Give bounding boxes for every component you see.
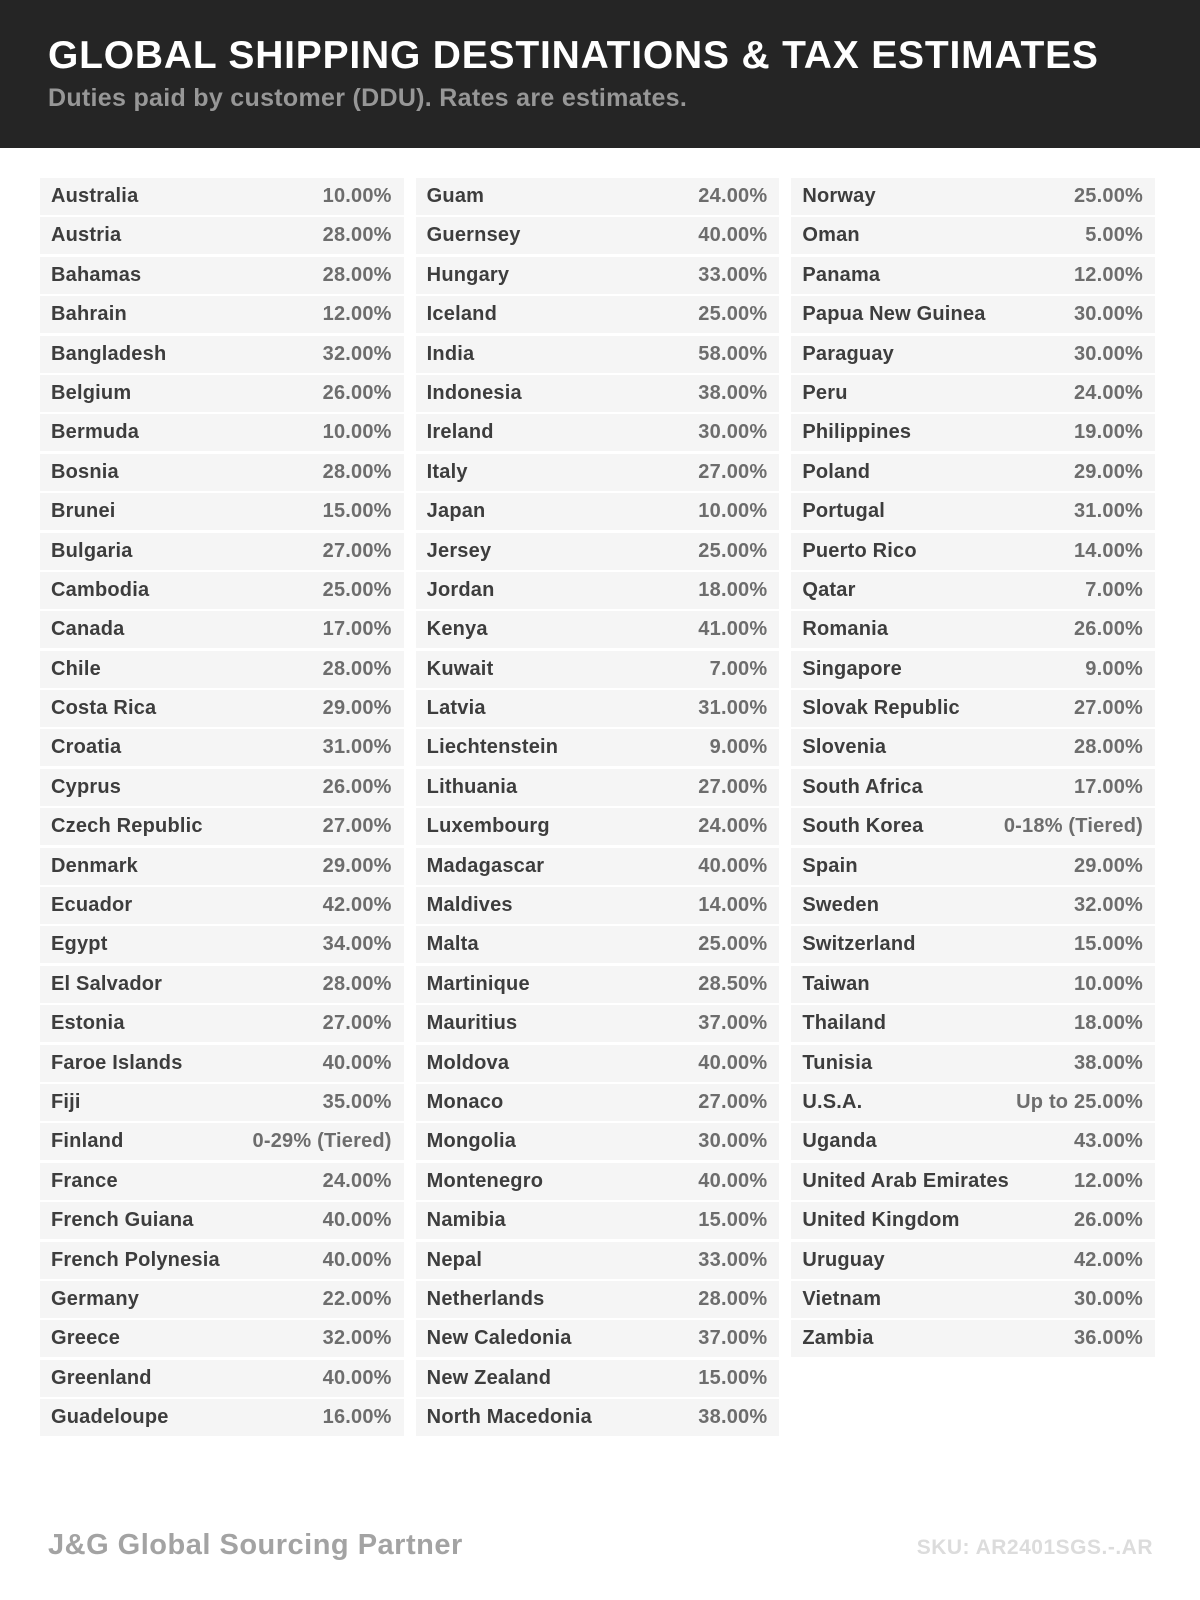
table-row bbox=[791, 1242, 1155, 1279]
sku-text: SKU: AR2401SGS.-.AR bbox=[916, 1536, 1153, 1559]
table-row bbox=[416, 651, 780, 688]
table-row bbox=[416, 217, 780, 254]
country-label: Zambia bbox=[802, 1327, 874, 1350]
country-label: Canada bbox=[51, 618, 125, 641]
rate-value: 22.00% bbox=[322, 1287, 392, 1310]
country-label: Jordan bbox=[426, 578, 495, 601]
table-row bbox=[791, 1281, 1155, 1318]
table-row bbox=[791, 690, 1155, 727]
country-label: Denmark bbox=[51, 854, 138, 877]
rate-value: 10.00% bbox=[698, 500, 768, 523]
table-row bbox=[416, 336, 780, 373]
rate-value: 43.00% bbox=[1073, 1130, 1144, 1153]
table-row bbox=[40, 611, 404, 648]
rate-value: 40.00% bbox=[698, 224, 768, 247]
table-row bbox=[40, 848, 404, 885]
table-row bbox=[791, 493, 1155, 530]
country-label: Bosnia bbox=[51, 460, 119, 483]
table-row bbox=[416, 375, 780, 412]
rate-value: 7.00% bbox=[709, 657, 768, 680]
table-row bbox=[416, 966, 780, 1003]
country-label: Faroe Islands bbox=[51, 1051, 183, 1074]
country-label: Switzerland bbox=[802, 933, 916, 956]
rate-value: 28.00% bbox=[1073, 736, 1144, 759]
rate-value: 40.00% bbox=[698, 1169, 768, 1192]
rate-value: 24.00% bbox=[698, 185, 768, 207]
country-label: Qatar bbox=[802, 578, 856, 601]
table-row bbox=[416, 1399, 780, 1436]
table-row bbox=[40, 1163, 404, 1200]
country-label: United Arab Emirates bbox=[802, 1169, 1009, 1192]
rate-value: 32.00% bbox=[322, 342, 392, 365]
country-label: Lithuania bbox=[426, 775, 518, 798]
country-label: Papua New Guinea bbox=[802, 303, 986, 326]
rate-value: 25.00% bbox=[698, 539, 768, 562]
country-label: Sweden bbox=[802, 894, 880, 917]
country-label: Kenya bbox=[426, 618, 488, 641]
table-row bbox=[40, 296, 404, 333]
country-label: Oman bbox=[802, 224, 860, 247]
rate-value: 18.00% bbox=[1073, 1012, 1144, 1035]
table-row bbox=[416, 1005, 780, 1042]
country-label: Tunisia bbox=[802, 1051, 873, 1074]
table-row bbox=[791, 375, 1155, 412]
table-row bbox=[791, 887, 1155, 924]
country-label: Jersey bbox=[426, 539, 492, 562]
rate-value: 32.00% bbox=[322, 1327, 392, 1350]
country-label: Guernsey bbox=[426, 224, 521, 247]
table-row bbox=[791, 808, 1155, 845]
rate-value: 10.00% bbox=[322, 185, 392, 207]
table-row bbox=[40, 257, 404, 294]
rate-value: 42.00% bbox=[322, 894, 392, 917]
rate-value: 15.00% bbox=[698, 1209, 768, 1232]
country-label: Mauritius bbox=[426, 1012, 518, 1035]
rate-value: 30.00% bbox=[1073, 303, 1144, 326]
country-label: Peru bbox=[802, 381, 848, 404]
table-row bbox=[416, 178, 780, 215]
country-label: France bbox=[51, 1169, 118, 1192]
table-row bbox=[416, 1084, 780, 1121]
table-row bbox=[791, 454, 1155, 491]
rate-value: 38.00% bbox=[698, 381, 768, 404]
country-label: Spain bbox=[802, 854, 858, 877]
rate-value: 26.00% bbox=[322, 775, 392, 798]
rate-value: 9.00% bbox=[709, 736, 768, 759]
rate-value: 15.00% bbox=[698, 1366, 768, 1389]
country-label: Philippines bbox=[802, 421, 912, 444]
rate-value: 40.00% bbox=[322, 1209, 392, 1232]
table-row bbox=[40, 1005, 404, 1042]
table-row bbox=[791, 336, 1155, 373]
country-label: Puerto Rico bbox=[802, 539, 917, 562]
table-row bbox=[791, 533, 1155, 570]
rate-value: 40.00% bbox=[698, 854, 768, 877]
rate-value: 27.00% bbox=[322, 539, 392, 562]
country-label: Guam bbox=[426, 185, 485, 207]
country-label: Slovak Republic bbox=[802, 697, 960, 720]
country-label: Uganda bbox=[802, 1130, 877, 1153]
rate-value: 14.00% bbox=[698, 894, 768, 917]
country-label: Czech Republic bbox=[51, 815, 203, 838]
table-row bbox=[416, 1360, 780, 1397]
country-label: Uruguay bbox=[802, 1248, 885, 1271]
brand-text: J&G Global Sourcing Partner bbox=[48, 1529, 463, 1561]
table-row bbox=[40, 690, 404, 727]
table-row bbox=[416, 533, 780, 570]
country-label: Netherlands bbox=[426, 1287, 545, 1310]
rate-value: 12.00% bbox=[1073, 1169, 1144, 1192]
table-row bbox=[40, 178, 404, 215]
country-label: Guadeloupe bbox=[51, 1406, 169, 1429]
country-label: Nepal bbox=[426, 1248, 483, 1271]
country-label: Greenland bbox=[51, 1366, 152, 1389]
country-label: Poland bbox=[802, 460, 871, 483]
country-label: Japan bbox=[426, 500, 486, 523]
country-label: Egypt bbox=[51, 933, 108, 956]
country-label: Australia bbox=[51, 185, 139, 207]
country-label: Mongolia bbox=[426, 1130, 517, 1153]
table-row bbox=[791, 296, 1155, 333]
table-row bbox=[791, 1123, 1155, 1160]
table-row bbox=[40, 808, 404, 845]
country-label: Fiji bbox=[51, 1090, 81, 1113]
rate-value: 30.00% bbox=[1073, 342, 1144, 365]
table-row bbox=[40, 572, 404, 609]
rate-value: 12.00% bbox=[1073, 263, 1144, 286]
country-label: French Guiana bbox=[51, 1209, 194, 1232]
country-label: Belgium bbox=[51, 381, 132, 404]
rate-value: 40.00% bbox=[322, 1248, 392, 1271]
rate-value: 26.00% bbox=[1073, 618, 1144, 641]
country-label: Monaco bbox=[426, 1090, 504, 1113]
table-row bbox=[416, 1320, 780, 1357]
country-label: Bahrain bbox=[51, 303, 127, 326]
table-row bbox=[40, 1399, 404, 1436]
table-row bbox=[416, 296, 780, 333]
table-row bbox=[791, 1163, 1155, 1200]
country-label: Italy bbox=[426, 460, 468, 483]
country-label: Ecuador bbox=[51, 894, 133, 917]
rate-value: 28.00% bbox=[322, 460, 392, 483]
rate-value: 25.00% bbox=[322, 578, 392, 601]
country-label: United Kingdom bbox=[802, 1209, 960, 1232]
country-label: Iceland bbox=[426, 303, 497, 326]
rate-value: 19.00% bbox=[1073, 421, 1144, 444]
rate-value: 25.00% bbox=[698, 933, 768, 956]
table-row bbox=[416, 887, 780, 924]
rate-value: 28.00% bbox=[322, 263, 392, 286]
rate-value: 35.00% bbox=[322, 1090, 392, 1113]
country-label: Austria bbox=[51, 224, 122, 247]
rate-value: 25.00% bbox=[698, 303, 768, 326]
rate-value: 27.00% bbox=[1073, 697, 1144, 720]
country-label: Bulgaria bbox=[51, 539, 133, 562]
table-row bbox=[40, 1320, 404, 1357]
country-label: Vietnam bbox=[802, 1287, 882, 1310]
table-row bbox=[40, 926, 404, 963]
table-row bbox=[791, 611, 1155, 648]
rate-value: 27.00% bbox=[322, 815, 392, 838]
table-row bbox=[416, 414, 780, 451]
table-column-1 bbox=[40, 178, 404, 1439]
country-label: Costa Rica bbox=[51, 697, 157, 720]
table-row bbox=[416, 1242, 780, 1279]
rate-value: 0-29% (Tiered) bbox=[252, 1130, 392, 1153]
rate-value: 37.00% bbox=[698, 1327, 768, 1350]
table-row bbox=[791, 651, 1155, 688]
rate-value: 31.00% bbox=[1073, 500, 1144, 523]
rate-value: 36.00% bbox=[1073, 1327, 1144, 1350]
table-row bbox=[40, 493, 404, 530]
rate-value: Up to 25.00% bbox=[1016, 1090, 1144, 1113]
table-row bbox=[40, 651, 404, 688]
table-row bbox=[791, 729, 1155, 766]
table-row bbox=[40, 217, 404, 254]
country-label: Romania bbox=[802, 618, 889, 641]
table-column-3 bbox=[791, 178, 1155, 1439]
country-label: Singapore bbox=[802, 657, 902, 680]
country-label: El Salvador bbox=[51, 972, 163, 995]
table-row bbox=[40, 1123, 404, 1160]
table-row bbox=[416, 729, 780, 766]
rate-value: 7.00% bbox=[1085, 578, 1144, 601]
table-row bbox=[791, 848, 1155, 885]
country-label: India bbox=[426, 342, 475, 365]
country-label: Hungary bbox=[426, 263, 510, 286]
country-label: Finland bbox=[51, 1130, 124, 1153]
table-row bbox=[416, 454, 780, 491]
table-row bbox=[416, 1045, 780, 1082]
rate-value: 10.00% bbox=[322, 421, 392, 444]
table-row bbox=[416, 611, 780, 648]
rate-value: 29.00% bbox=[322, 697, 392, 720]
table-row bbox=[791, 217, 1155, 254]
country-label: Estonia bbox=[51, 1012, 125, 1035]
table-row bbox=[416, 769, 780, 806]
country-label: Germany bbox=[51, 1287, 140, 1310]
table-row bbox=[791, 1005, 1155, 1042]
country-label: Luxembourg bbox=[426, 815, 550, 838]
country-label: Liechtenstein bbox=[426, 736, 559, 759]
country-label: Namibia bbox=[426, 1209, 506, 1232]
rate-value: 33.00% bbox=[698, 263, 768, 286]
country-label: Latvia bbox=[426, 697, 486, 720]
rate-value: 40.00% bbox=[322, 1366, 392, 1389]
rate-value: 0-18% (Tiered) bbox=[1003, 815, 1144, 838]
country-label: South Korea bbox=[802, 815, 924, 838]
country-label: Bahamas bbox=[51, 263, 142, 286]
table-row bbox=[40, 454, 404, 491]
rate-value: 28.00% bbox=[322, 972, 392, 995]
rate-value: 12.00% bbox=[322, 303, 392, 326]
country-label: Panama bbox=[802, 263, 881, 286]
country-label: Cambodia bbox=[51, 578, 150, 601]
footer bbox=[48, 1529, 1153, 1562]
rate-value: 30.00% bbox=[1073, 1287, 1144, 1310]
header bbox=[0, 0, 1200, 148]
country-label: North Macedonia bbox=[426, 1406, 592, 1429]
rate-value: 29.00% bbox=[1073, 854, 1144, 877]
country-label: French Polynesia bbox=[51, 1248, 220, 1271]
rate-value: 40.00% bbox=[698, 1051, 768, 1074]
rate-value: 38.00% bbox=[1073, 1051, 1144, 1074]
rate-value: 30.00% bbox=[698, 421, 768, 444]
rate-value: 29.00% bbox=[322, 854, 392, 877]
rate-value: 24.00% bbox=[1073, 381, 1144, 404]
page-subtitle: Duties paid by customer (DDU). Rates are estimates. bbox=[48, 83, 688, 112]
rate-value: 32.00% bbox=[1073, 894, 1144, 917]
table-row bbox=[416, 690, 780, 727]
rate-value: 17.00% bbox=[1073, 775, 1144, 798]
table-row bbox=[416, 808, 780, 845]
country-label: Cyprus bbox=[51, 775, 122, 798]
table-row bbox=[40, 1045, 404, 1082]
table-column-2 bbox=[416, 178, 780, 1439]
country-label: Bangladesh bbox=[51, 342, 167, 365]
rate-value: 29.00% bbox=[1073, 460, 1144, 483]
table-row bbox=[416, 1281, 780, 1318]
country-label: Bermuda bbox=[51, 421, 140, 444]
country-label: Greece bbox=[51, 1327, 121, 1350]
rate-value: 28.00% bbox=[698, 1287, 768, 1310]
table-row bbox=[40, 1242, 404, 1279]
table-row bbox=[791, 926, 1155, 963]
rate-value: 30.00% bbox=[698, 1130, 768, 1153]
table-row bbox=[40, 966, 404, 1003]
table-row bbox=[791, 1202, 1155, 1239]
rate-value: 27.00% bbox=[322, 1012, 392, 1035]
country-label: Norway bbox=[802, 185, 876, 207]
table-row bbox=[416, 1163, 780, 1200]
page-title: GLOBAL SHIPPING DESTINATIONS & TAX ESTIMATES bbox=[48, 34, 1099, 78]
rate-value: 26.00% bbox=[322, 381, 392, 404]
rate-value: 37.00% bbox=[698, 1012, 768, 1035]
country-label: Montenegro bbox=[426, 1169, 544, 1192]
table-row bbox=[791, 1084, 1155, 1121]
table-row bbox=[791, 257, 1155, 294]
table-row bbox=[40, 729, 404, 766]
table-row bbox=[40, 887, 404, 924]
country-label: Malta bbox=[426, 933, 479, 956]
rate-value: 18.00% bbox=[698, 578, 768, 601]
rate-value: 33.00% bbox=[698, 1248, 768, 1271]
rate-value: 25.00% bbox=[1073, 185, 1144, 207]
rate-value: 10.00% bbox=[1073, 972, 1144, 995]
table-row bbox=[416, 1202, 780, 1239]
country-label: Martinique bbox=[426, 972, 530, 995]
country-label: Madagascar bbox=[426, 854, 545, 877]
rate-value: 27.00% bbox=[698, 1090, 768, 1113]
country-label: Brunei bbox=[51, 500, 116, 523]
table-row bbox=[791, 1320, 1155, 1357]
country-label: Portugal bbox=[802, 500, 886, 523]
table-row bbox=[40, 375, 404, 412]
rate-value: 38.00% bbox=[698, 1406, 768, 1429]
tax-table bbox=[0, 148, 1200, 1439]
rate-value: 26.00% bbox=[1073, 1209, 1144, 1232]
country-label: New Zealand bbox=[426, 1366, 552, 1389]
table-row bbox=[416, 1123, 780, 1160]
rate-value: 40.00% bbox=[322, 1051, 392, 1074]
rate-value: 42.00% bbox=[1073, 1248, 1144, 1271]
table-row bbox=[40, 1360, 404, 1397]
table-row bbox=[416, 926, 780, 963]
rate-value: 15.00% bbox=[1073, 933, 1144, 956]
table-row bbox=[40, 533, 404, 570]
country-label: Taiwan bbox=[802, 972, 870, 995]
country-label: Kuwait bbox=[426, 657, 494, 680]
rate-value: 58.00% bbox=[698, 342, 768, 365]
rate-value: 15.00% bbox=[322, 500, 392, 523]
rate-value: 27.00% bbox=[698, 775, 768, 798]
table-row bbox=[791, 572, 1155, 609]
country-label: Indonesia bbox=[426, 381, 522, 404]
rate-value: 5.00% bbox=[1085, 224, 1144, 247]
country-label: Maldives bbox=[426, 894, 513, 917]
rate-value: 34.00% bbox=[322, 933, 392, 956]
table-row bbox=[40, 769, 404, 806]
country-label: South Africa bbox=[802, 775, 923, 798]
country-label: New Caledonia bbox=[426, 1327, 572, 1350]
rate-value: 24.00% bbox=[698, 815, 768, 838]
table-row bbox=[791, 414, 1155, 451]
country-label: Moldova bbox=[426, 1051, 510, 1074]
table-row bbox=[791, 966, 1155, 1003]
table-row bbox=[416, 848, 780, 885]
rate-value: 27.00% bbox=[698, 460, 768, 483]
country-label: Thailand bbox=[802, 1012, 887, 1035]
rate-value: 31.00% bbox=[322, 736, 392, 759]
rate-value: 28.50% bbox=[698, 972, 768, 995]
rate-value: 41.00% bbox=[698, 618, 768, 641]
table-row bbox=[791, 178, 1155, 215]
country-label: U.S.A. bbox=[802, 1090, 863, 1113]
table-row bbox=[40, 1281, 404, 1318]
rate-value: 17.00% bbox=[322, 618, 392, 641]
table-row bbox=[791, 769, 1155, 806]
table-row bbox=[40, 1202, 404, 1239]
table-row bbox=[40, 414, 404, 451]
rate-value: 28.00% bbox=[322, 224, 392, 247]
table-row bbox=[416, 572, 780, 609]
rate-value: 14.00% bbox=[1073, 539, 1144, 562]
table-row bbox=[791, 1045, 1155, 1082]
country-label: Croatia bbox=[51, 736, 122, 759]
table-row bbox=[40, 1084, 404, 1121]
rate-value: 31.00% bbox=[698, 697, 768, 720]
table-row bbox=[416, 257, 780, 294]
country-label: Ireland bbox=[426, 421, 494, 444]
rate-value: 16.00% bbox=[322, 1406, 392, 1429]
country-label: Chile bbox=[51, 657, 101, 680]
country-label: Slovenia bbox=[802, 736, 887, 759]
table-row bbox=[40, 336, 404, 373]
rate-value: 24.00% bbox=[322, 1169, 392, 1192]
rate-value: 28.00% bbox=[322, 657, 392, 680]
table-row bbox=[416, 493, 780, 530]
country-label: Paraguay bbox=[802, 342, 894, 365]
rate-value: 9.00% bbox=[1085, 657, 1144, 680]
